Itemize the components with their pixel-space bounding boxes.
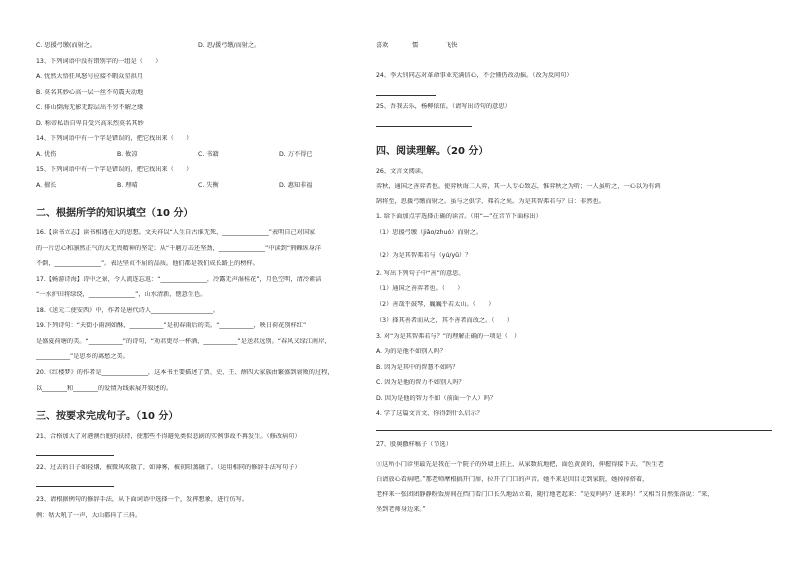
q19-line-3: ___________”是思乡的离愁之美。 bbox=[36, 353, 129, 360]
q25: 25、吾我去乐，杨柳依依。（请写出诗句的意思） bbox=[376, 103, 511, 110]
q14-option-d: D. 万不得已 bbox=[279, 151, 313, 158]
q13-option-b: B. 莫名其妙心高一层一丝不苟震天动地 bbox=[36, 89, 144, 96]
q26-sub-3: 3. 对“为是其智弗若与？”的理解正确的一项是（ ） bbox=[376, 333, 521, 340]
q13-stem: 13、下列词语中没有错别字的一组是（ ） bbox=[36, 58, 162, 65]
q14-option-a: A. 优伤 bbox=[36, 151, 57, 158]
word-option-1: 喜欢 bbox=[376, 42, 389, 49]
q23-line-2: 例：牯大吼了一声，大山都抖了三抖。 bbox=[36, 512, 142, 519]
q15-stem: 15、下列词语中有一个字是错误的，把它找出来（ ） bbox=[36, 166, 193, 173]
q26-sub-3a: A. 为的是他不如别人吗？ bbox=[376, 348, 446, 355]
q18: 18.《送元二使安西》中，作者是唐代诗人____________________。 bbox=[36, 307, 220, 314]
q25-answer-line[interactable] bbox=[376, 126, 472, 127]
q16-line-3: 不倒，_______________”。表达坚贞不屈的品质。他们都是我们成长路上的榜样。 bbox=[36, 260, 259, 267]
q13-option-a: A. 忧然大悟狂风怒号应接不暇众星拱月 bbox=[36, 73, 144, 80]
word-option-2: 懦 bbox=[412, 42, 419, 49]
q26-sub-4: 4. 学了这篇文言文，你得到什么启示？ bbox=[376, 410, 483, 417]
q15-option-a: A. 擅长 bbox=[36, 182, 57, 189]
q15-option-b: B. 理晴 bbox=[117, 182, 138, 189]
q20-line-2: 以________和________的爱情为线索展开叙述的。 bbox=[36, 385, 173, 392]
passage-line-2: 鹄将至，思援弓缴而射之。虽与之俱学，弗若之矣。为是其智弗若与？曰：非然也。 bbox=[376, 198, 605, 205]
q23-line-1: 23、请根据例句的修辞手法，从下面词语中选择一个，发挥想象，进行仿写。 bbox=[36, 496, 249, 503]
q26-sub-3b: B. 因为是其中的智慧不如吗？ bbox=[376, 364, 459, 371]
q17-line-1: 17.【畅游诗海】诗中之景，令人流连忘返：“_______________，冷露无声湿桂花”，月色空明，清冷素洁 bbox=[36, 276, 322, 283]
q26-intro: 26、文言文阅读。 bbox=[376, 168, 428, 175]
q12-option-c: C. 思援弓缴(而射之。 bbox=[36, 42, 97, 49]
q16-line-1: 16.【读书立志】读书相遇在大的思想。文天祥以“人生自古谁无死，_______________”表明自己对国家 bbox=[36, 229, 316, 236]
q19-line-1: 19.下列诗句：“天街小雨润如酥，___________”是初春雨后的美。“___________，映日荷花别样红” bbox=[36, 322, 307, 329]
q22-answer-line[interactable] bbox=[36, 486, 114, 487]
q14-option-c: C. 书籍 bbox=[198, 151, 219, 158]
q27-line-3: 老样来一张团团静静粉饭房间在挡门看门口长久地站立着，随行地老起来：“是爱吗吗？进来吗！”又相当自然张洛说：“来， bbox=[376, 491, 714, 498]
q26-sub-2c: （3）择其善者而从之，其不善者而改之。（ ） bbox=[376, 317, 513, 324]
q26-4-answer-line[interactable] bbox=[376, 430, 772, 431]
q21: 21、合格加大了对港澳台胞的扶持，使那些不得避免类似悲剧的实例事故不再发生。（修改病句） bbox=[36, 433, 301, 440]
q27-title: 27、股奥撒样稿子（节选） bbox=[376, 441, 452, 448]
q13-option-c: C. 排山倒海无影无踪层出不穷不解之缘 bbox=[36, 104, 144, 111]
q13-option-d: D. 称帝私语自卑自受兴高采烈莫名其妙 bbox=[36, 120, 144, 127]
section-2-title: 二、根据所学的知识填空（10 分） bbox=[36, 208, 194, 219]
word-option-3: 飞快 bbox=[445, 42, 458, 49]
q27-line-4: 坐到老师身边来。” bbox=[376, 506, 426, 513]
q26-sub-2b: （2）善哉乎鼓琴，巍巍乎若太山。（ ） bbox=[376, 301, 495, 308]
q27-line-1: ①这所小门诊里最先是我在一个院子的外墙上挂上，从家数抗地把，面色黄黄的，伸握得接下去，“医生老 bbox=[376, 461, 664, 468]
q17-line-2: “一水护田将绿绕，_______________”，山水清新，惬意生色。 bbox=[36, 291, 207, 298]
q22: 22、过去的日子如轻烟，被微风吹散了，如薄雾，被初阳蒸融了。（运用相同的修辞手法写句子） bbox=[36, 464, 301, 471]
q14-option-b: B. 攸凉 bbox=[117, 151, 138, 158]
q24: 24、李大钊同志对革命事业充满信心，不会懂仍改动摇。（改为反问句） bbox=[376, 72, 573, 79]
q16-line-2: 的一片忠心和凛然正气的大无畏精神的坚定；从“千磨万击还坚劲，_______________”中读到“荆棘纵身洋 bbox=[36, 245, 321, 252]
q19-line-2: 是盛夏荷塘的美。“___________”的诗句，“劝君更尽一杯酒，___________”是送君远别。“春风又绿江南岸， bbox=[36, 338, 331, 345]
q12-option-d: D. 思/援弓缴/而射之。 bbox=[198, 42, 261, 49]
q26-sub-2: 2. 写出下列句子中“善”的意思。 bbox=[376, 270, 465, 277]
q21-answer-line[interactable] bbox=[36, 455, 114, 456]
q26-sub-2a: （1）通国之善弈者也。（ ） bbox=[376, 285, 464, 292]
q26-sub-3d: D. 因为是他的智力不如（前面一个人）吗？ bbox=[376, 395, 497, 402]
q26-sub-1a: （1）思援弓缴（jiǎo/zhuó）而射之。 bbox=[376, 229, 483, 236]
section-4-title: 四、阅读理解。（20 分） bbox=[376, 146, 489, 157]
q26-sub-1b: （2）为是其智弗若与（yú/yǔ）？ bbox=[376, 252, 472, 259]
q14-stem: 14、下列词语中有一个字是错误的，把它找出来（ ） bbox=[36, 135, 193, 142]
q24-answer-line[interactable] bbox=[376, 95, 436, 96]
q20-line-1: 20.《红楼梦》的作者是_______________，这本书主要描述了贾、史、王、薛四大家族由繁盛到衰败的过程， bbox=[36, 369, 334, 376]
q26-sub-3c: C. 因为是他的智力不如别人吗？ bbox=[376, 379, 465, 386]
q15-option-d: D. 惠知非福 bbox=[279, 182, 313, 189]
q27-line-2: 白请放心看病吧。”那老师摩根搞开门扉，拉开了门口的声音。她不来是因目走到家院，她掉掉搭着， bbox=[376, 476, 649, 483]
q26-sub-1: 1. 给下面加点字选择正确的读音。（用“—”在音节下面标出） bbox=[376, 213, 542, 220]
section-3-title: 三、按要求完成句子。（10 分） bbox=[36, 411, 179, 422]
passage-line-1: 弈秋，通国之善弈者也。使弈秋诲二人弈，其一人专心致志，惟弈秋之为听；一人虽听之，一心以为有鸿 bbox=[376, 183, 661, 190]
q15-option-c: C. 失衡 bbox=[198, 182, 219, 189]
